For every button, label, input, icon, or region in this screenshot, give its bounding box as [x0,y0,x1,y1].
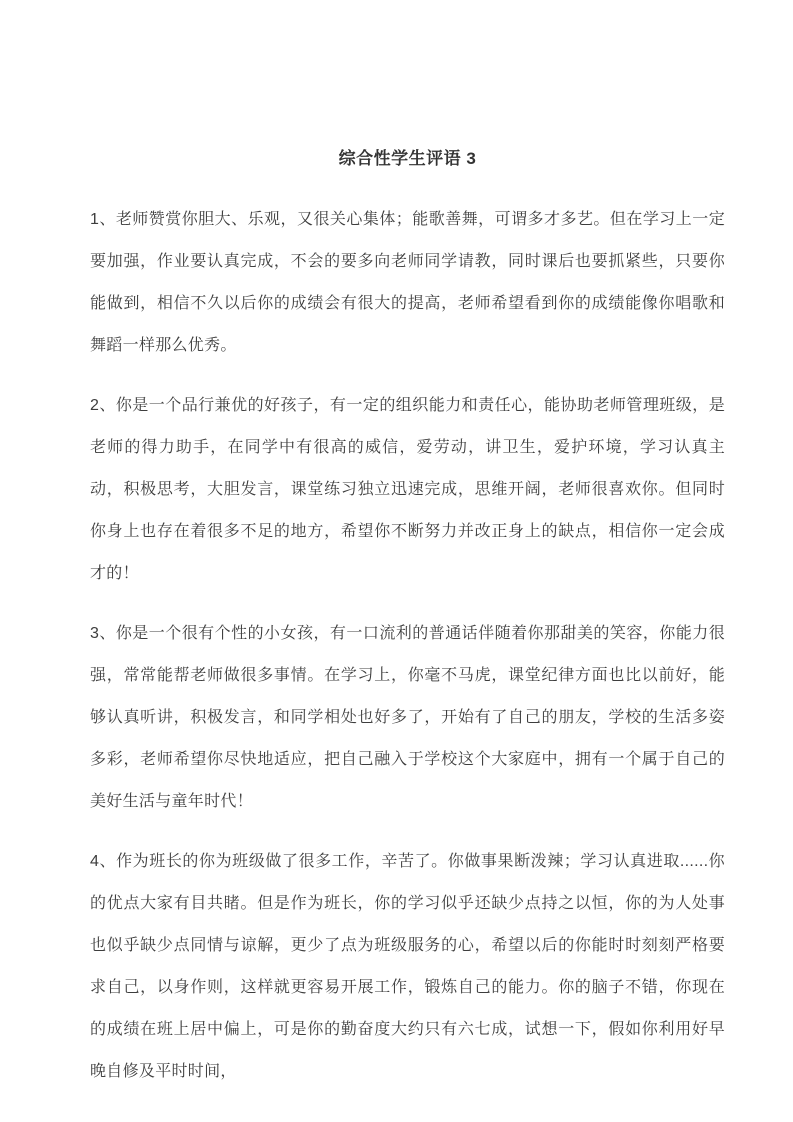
document-title: 综合性学生评语 3 [338,149,477,168]
paragraph-comment-1: 1、老师赞赏你胆大、乐观，又很关心集体；能歌善舞，可谓多才多艺。但在学习上一定要加强，作业要认真完成，不会的要多向老师同学请教，同时课后也要抓紧些，只要你能做到，相信不久以后你的成绩会有很大的提高，老师希望看到你的成绩能像你唱歌和舞蹈一样那么优秀。 [90,211,725,354]
paragraph-comment-3: 3、你是一个很有个性的小女孩，有一口流利的普通话伴随着你那甜美的笑容，你能力很强，常常能帮老师做很多事情。在学习上，你毫不马虎，课堂纪律方面也比以前好，能够认真听讲，积极发言，和同学相处也好多了，开始有了自己的朋友，学校的生活多姿多彩，老师希望你尽快地适应，把自己融入于学校这个大家庭中，拥有一个属于自己的美好生活与童年时代！ [90,625,725,810]
paragraph-comment-2: 2、你是一个品行兼优的好孩子，有一定的组织能力和责任心，能协助老师管理班级，是老师的得力助手，在同学中有很高的威信，爱劳动，讲卫生，爱护环境，学习认真主动，积极思考，大胆发言，课堂练习独立迅速完成，思维开阔，老师很喜欢你。但同时你身上也存在着很多不足的地方，希望你不断努力并改正身上的缺点，相信你一定会成才的！ [90,397,725,582]
paragraph-comment-4: 4、作为班长的你为班级做了很多工作，辛苦了。你做事果断泼辣；学习认真进取......你的优点大家有目共睹。但是作为班长，你的学习似乎还缺少点持之以恒，你的为人处事也似乎缺少点同情与谅解，更少了点为班级服务的心，希望以后的你能时时刻刻严格要求自己，以身作则，这样就更容易开展工作，锻炼自己的能力。你的脑子不错，你现在的成绩在班上居中偏上，可是你的勤奋度大约只有六七成，试想一下，假如你利用好早晚自修及平时时间， [90,853,725,1080]
